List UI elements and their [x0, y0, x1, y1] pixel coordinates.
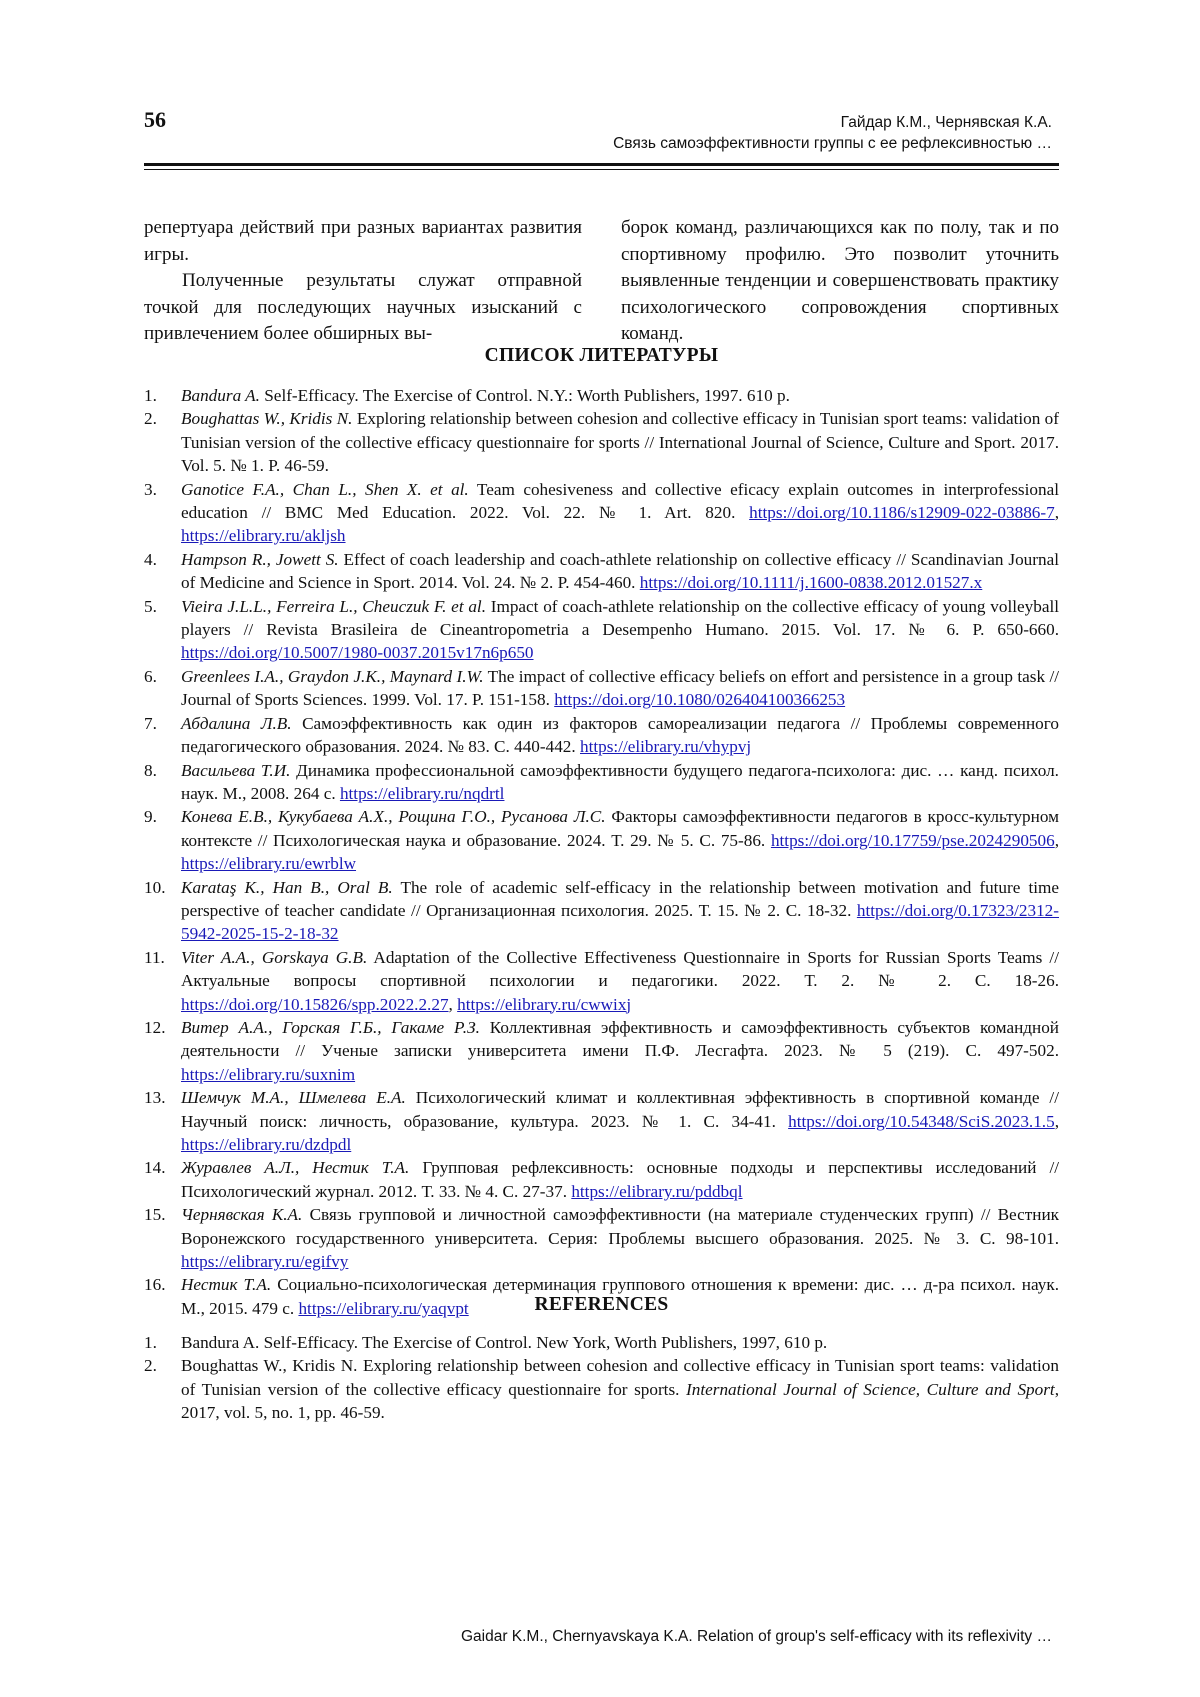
left-column [144, 215, 582, 348]
reference-authors: Boughattas W., Kridis N. [181, 409, 353, 429]
reference-link[interactable]: https://doi.org/10.5007/1980-0037.2015v17n6p650 [181, 643, 534, 663]
reference-item: 13. Шемчук М.А., Шмелева Е.А. Психологический климат и коллективная эффективность в спортивной команде // Научный поиск: личность, образование, культура. 2023. № 1. С. 34-41. https://doi.org/10.54348/SciS.2023.1.5, https://elibrary.ru/dzdpdl [144, 1088, 1059, 1154]
reference-item [144, 712, 1059, 759]
reference-link[interactable]: https://elibrary.ru/pddbql [571, 1181, 743, 1201]
references-en-title: REFERENCES [534, 1294, 669, 1315]
reference-number: 2. [144, 409, 157, 429]
reference-text: Team cohesiveness and collective eficacy explain outcomes in interprofessional education // BMC Med Education. 2022. Vol. 22. № 1. Art. 820. [181, 479, 1059, 523]
reference-item [144, 595, 1059, 665]
reference-number: 8. [144, 760, 157, 780]
reference-number: 12. [144, 1017, 166, 1037]
reference-item [144, 407, 1059, 477]
reference-number: 4. [144, 549, 157, 569]
reference-number: 11. [144, 947, 165, 967]
right-paragraph-1: борок команд, различающихся как по полу, так и по спортивному профилю. Это позволит уточнить выявленные тенденции и совершенствовать практику психологического сопровождения спортивных команд. [621, 217, 1059, 344]
page-number: 56 [144, 107, 166, 132]
references-ru-title: СПИСОК ЛИТЕРАТУРЫ [484, 345, 719, 366]
reference-text: Психологический климат и коллективная эффективность в спортивной команде // Научный поиск: личность, образование, культура. 2023. № 1. С. 34-41. [181, 1088, 1059, 1131]
reference-text: The impact of collective efficacy beliefs on effort and persistence in a group task // Journal of Sports Sciences. 1999. Vol. 17. P. 151-158. [181, 666, 1059, 710]
left-paragraph-2: Полученные результаты служат отправной точкой для последующих научных изысканий с привлечением более обширных вы- [144, 270, 582, 344]
reference-text: Exploring relationship between cohesion and collective efficacy in Tunisian sport teams: validation of Tunisian version of the collective efficacy questionnaire for sports // International Journal of Science, Culture and Sport. 2017. Vol. 5. № 1. P. 46-59. [181, 409, 1059, 476]
reference-item [144, 665, 1059, 712]
running-header-authors: Гайдар К.М., Чернявская К.А. [840, 114, 1052, 131]
header-rule-thick [144, 163, 1059, 166]
reference-link[interactable]: https://doi.org/10.1080/026404100366253 [554, 690, 846, 710]
reference-item: 11. Viter A.A., Gorskaya G.B. Adaptation of the Collective Effectiveness Questionnaire in Sports for Russian Sports Teams // Актуальные вопросы спортивной психологии и педагогики. 2022. Т. 2. № 2. С. 18-26. https://doi.org/10.15826/spp.2022.2.27, https://elibrary.ru/cwwixj [144, 947, 1059, 1014]
reference-link[interactable]: https://doi.org/10.54348/SciS.2023.1.5 [788, 1111, 1055, 1131]
reference-number: 13. [144, 1088, 166, 1108]
running-header [613, 112, 1052, 154]
reference-link[interactable]: https://elibrary.ru/egifvy [181, 1252, 349, 1272]
reference-item [144, 1203, 1059, 1273]
reference-number: 14. [144, 1158, 166, 1178]
reference-number: 15. [144, 1205, 166, 1225]
reference-authors: Viter A.A., Gorskaya G.B. [181, 947, 368, 967]
reference-number: 10. [144, 877, 166, 897]
reference-number: 3. [144, 479, 157, 499]
reference-link[interactable]: https://doi.org/10.1111/j.1600-0838.2012.01527.x [639, 573, 983, 593]
right-column [621, 215, 1059, 348]
reference-number: 1. [144, 1333, 157, 1352]
reference-item: 3. Ganotice F.A., Chan L., Shen X. et al. Team cohesiveness and collective eficacy explain outcomes in interprofessional education // BMC Med Education. 2022. Vol. 22. № 1. Art. 820. https://doi.org/10.1186/s12909-022-03886-7, https://elibrary.ru/akljsh [144, 479, 1059, 546]
reference-link[interactable]: https://doi.org/0.17323/2312-5942-2025-15-2-18-32 [181, 900, 1059, 944]
body-columns [144, 215, 1059, 348]
reference-item [144, 1016, 1059, 1086]
reference-item [144, 759, 1059, 806]
reference-authors: Журавлев А.Л., Нестик Т.А. [181, 1158, 410, 1178]
reference-text: Impact of coach-athlete relationship on the collective efficacy of young volleyball players // Revista Brasileira de Cineantropometria a Desempenho Humano. 2015. Vol. 17. № 6. P. 650-660. [181, 596, 1059, 640]
reference-link[interactable]: https://elibrary.ru/cwwixj [457, 994, 632, 1014]
reference-text: Boughattas W., Kridis N. Exploring relationship between cohesion and collective efficacy in Tunisian sport teams: validation of Tunisian version of the collective efficacy questionnaire for sports. [181, 1356, 1059, 1399]
reference-authors: Чернявская К.А. [181, 1205, 303, 1225]
reference-authors: Витер А.А., Горская Г.Б., Гакаме Р.З. [181, 1017, 480, 1037]
references-ru-list [144, 384, 1059, 1320]
reference-link[interactable]: https://elibrary.ru/yaqvpt [298, 1298, 469, 1318]
reference-authors: Конева Е.В., Кукубаева А.Х., Рощина Г.О., Русанова Л.С. [181, 807, 606, 827]
running-header-title: Связь самоэффективности группы с ее рефлексивностью … [613, 135, 1052, 152]
reference-authors: Нестик Т.А. [181, 1275, 272, 1295]
reference-text-tail: , 2017, vol. 5, no. 1, pp. 46-59. [181, 1379, 1059, 1423]
reference-authors: Шемчук М.А., Шмелева Е.А. [181, 1088, 406, 1108]
reference-link[interactable]: https://elibrary.ru/ewrblw [181, 854, 357, 874]
reference-item [144, 548, 1059, 595]
header-rule-thin [144, 169, 1059, 170]
reference-text: Adaptation of the Collective Effectiveness Questionnaire in Sports for Russian Sports Teams // Актуальные вопросы спортивной психологии и педагогики. 2022. Т. 2. № 2. С. 18-26. [181, 947, 1059, 991]
reference-journal: International Journal of Science, Culture and Sport [686, 1379, 1055, 1399]
reference-number: 16. [144, 1275, 166, 1295]
reference-item [144, 1354, 1059, 1424]
reference-text: The role of academic self-efficacy in the relationship between motivation and future time perspective of teacher candidate // Организационная психология. 2025. Т. 15. № 2. С. 18-32. [181, 877, 1059, 920]
reference-text: Социально-психологическая детерминация группового отношения к времени: дис. … д-ра психол. наук. М., 2015. 479 с. [181, 1275, 1059, 1318]
reference-text: Самоэффективность как один из факторов самореализации педагога // Проблемы современного педагогического образования. 2024. № 83. С. 440-442. [181, 713, 1059, 757]
reference-link[interactable]: https://doi.org/10.1186/s12909-022-03886-7 [749, 503, 1055, 523]
reference-item [144, 876, 1059, 946]
reference-link[interactable]: https://elibrary.ru/suxnim [181, 1064, 356, 1084]
reference-link[interactable]: https://elibrary.ru/akljsh [181, 526, 346, 546]
reference-text: Self-Efficacy. The Exercise of Control. N.Y.: Worth Publishers, 1997. 610 p. [259, 386, 790, 405]
reference-item: 9. Конева Е.В., Кукубаева А.Х., Рощина Г.О., Русанова Л.С. Факторы самоэффективности педагогов в кросс-культурном контексте // Психологическая наука и образование. 2024. Т. 29. № 5. С. 75-86. https://doi.org/10.17759/pse.2024290506, https://elibrary.ru/ewrblw [144, 807, 1059, 874]
reference-link[interactable]: https://doi.org/10.15826/spp.2022.2.27 [181, 994, 449, 1014]
reference-text: Bandura A. Self-Efficacy. The Exercise of Control. New York, Worth Publishers, 1997, 610 p. [181, 1333, 828, 1352]
left-paragraph-1: репертуара действий при разных вариантах развития игры. [144, 217, 582, 265]
reference-link[interactable]: https://elibrary.ru/nqdrtl [339, 783, 505, 803]
reference-authors: Ganotice F.A., Chan L., Shen X. et al. [181, 479, 469, 499]
references-en-list [144, 1331, 1059, 1425]
reference-text: Effect of coach leadership and coach-athlete relationship on collective efficacy // Scandinavian Journal of Medicine and Science in Sport. 2014. Vol. 24. № 2. P. 454-460. [181, 549, 1059, 593]
reference-text: Связь групповой и личностной самоэффективности (на материале студенческих групп) // Вестник Воронежского государственного университета. Серия: Проблемы высшего образования. 2025. № 3. С. 98-101. [181, 1205, 1059, 1248]
reference-number: 2. [144, 1356, 157, 1376]
reference-text: Факторы самоэффективности педагогов в кросс-культурном контексте // Психологическая наука и образование. 2024. Т. 29. № 5. С. 75-86. [181, 807, 1059, 850]
reference-number: 9. [144, 807, 157, 827]
reference-link[interactable]: https://doi.org/10.17759/pse.2024290506 [770, 830, 1055, 850]
reference-item [144, 384, 1059, 407]
reference-authors: Bandura A. [181, 386, 260, 405]
running-footer: Gaidar K.M., Chernyavskaya K.A. Relation of group's self-efficacy with its reflexivity … [460, 1628, 1052, 1645]
reference-text: Групповая рефлексивность: основные подходы и перспективы исследований // Психологический журнал. 2012. Т. 33. № 4. С. 27-37. [181, 1158, 1059, 1201]
reference-link[interactable]: https://elibrary.ru/vhypvj [580, 737, 752, 757]
reference-authors: Hampson R., Jowett S. [181, 549, 339, 569]
reference-authors: Karataş K., Han B., Oral B. [181, 877, 393, 897]
reference-number: 5. [144, 596, 157, 616]
reference-text: Коллективная эффективность и самоэффективность субъектов командной деятельности // Ученые записки университета имени П.Ф. Лесгафта. 2023. № 5 (219). С. 497-502. [181, 1017, 1060, 1061]
reference-number: 1. [144, 386, 157, 405]
reference-link[interactable]: https://elibrary.ru/dzdpdl [181, 1135, 352, 1154]
reference-item [144, 1156, 1059, 1203]
reference-authors: Васильева Т.И. [181, 760, 291, 780]
reference-authors: Vieira J.L.L., Ferreira L., Cheuczuk F. et al. [181, 596, 486, 616]
reference-text: Динамика профессиональной самоэффективности будущего педагога-психолога: дис. … канд. психол. наук. М., 2008. 264 с. [181, 760, 1059, 803]
reference-authors: Абдалина Л.В. [181, 713, 292, 733]
reference-number: 6. [144, 666, 157, 686]
reference-number: 7. [144, 713, 157, 733]
reference-item [144, 1331, 1059, 1354]
reference-authors: Greenlees I.A., Graydon J.K., Maynard I.W. [181, 666, 484, 686]
